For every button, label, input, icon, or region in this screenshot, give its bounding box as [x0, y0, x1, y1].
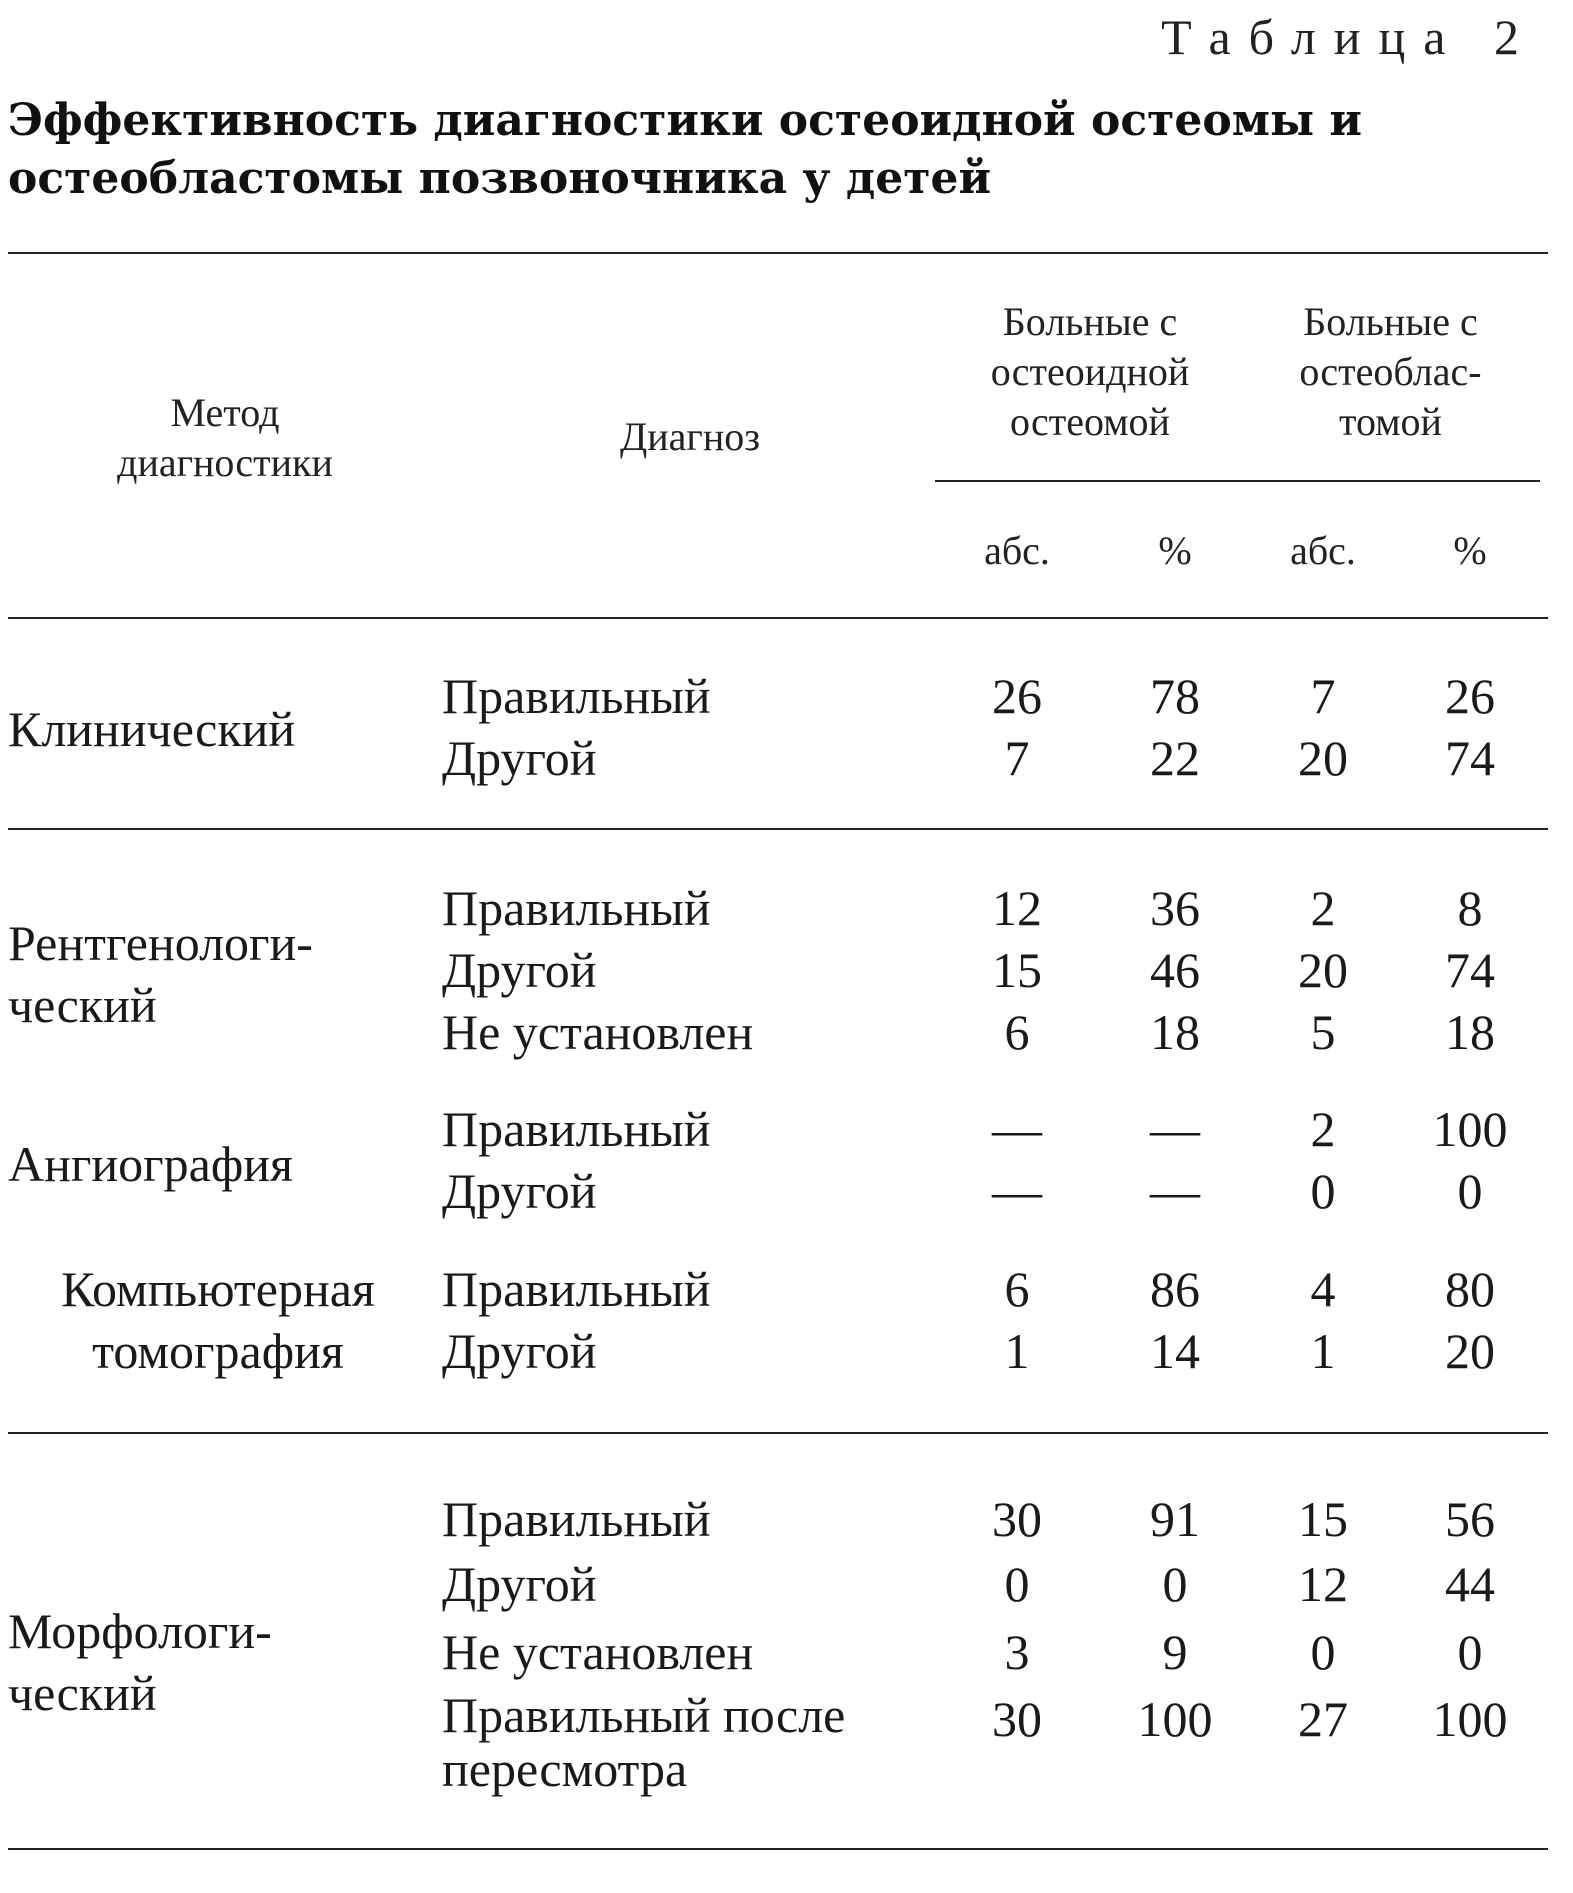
diagnosis-cell: Правильный [442, 880, 711, 936]
value-cell: 100 [1432, 1101, 1508, 1157]
diagnosis-cell: Правильный [442, 668, 711, 724]
table-number-label: Таблица 2 [1161, 9, 1537, 65]
value-cell: 56 [1445, 1491, 1495, 1547]
diagnosis-cell: Другой [442, 1556, 597, 1612]
header-group-osteoblastoma: Больные с остеоблас-томой [1299, 299, 1482, 444]
value-cell: 7 [1310, 668, 1336, 724]
value-cell: 14 [1150, 1323, 1200, 1379]
value-cell: 36 [1150, 880, 1200, 936]
value-cell: 26 [1445, 668, 1495, 724]
value-cell: 46 [1150, 942, 1200, 998]
value-cell: 12 [1298, 1556, 1348, 1612]
header-group-osteoid: Больные с остеоидной остеомой [990, 299, 1190, 444]
header-subrule [935, 480, 1540, 482]
value-cell: 30 [992, 1491, 1042, 1547]
diagnosis-cell: Правильный [442, 1261, 711, 1317]
method-radiological: Рентгенологи-ческий [8, 915, 313, 1033]
value-cell: 44 [1445, 1556, 1495, 1612]
top-rule [8, 252, 1548, 254]
value-cell: 2 [1310, 880, 1336, 936]
method-clinical: Клинический [8, 701, 296, 757]
value-cell: 20 [1298, 942, 1348, 998]
diagnosis-cell: Правильный после пересмотра [442, 1687, 846, 1797]
value-cell: — [992, 1101, 1042, 1157]
value-cell: 74 [1445, 730, 1495, 786]
value-cell: 15 [1298, 1491, 1348, 1547]
header-diagnosis: Диагноз [619, 414, 761, 459]
value-cell: 8 [1457, 880, 1483, 936]
value-cell: 3 [1004, 1624, 1030, 1680]
header-abs-2: абс. [1290, 528, 1356, 573]
value-cell: 86 [1150, 1261, 1200, 1317]
header-bottom-rule [8, 617, 1548, 619]
diagnosis-cell: Правильный [442, 1101, 711, 1157]
value-cell: 6 [1004, 1004, 1030, 1060]
value-cell: 80 [1445, 1261, 1495, 1317]
method-angiography: Ангиография [8, 1136, 293, 1192]
value-cell: 20 [1445, 1323, 1495, 1379]
value-cell: 2 [1310, 1101, 1336, 1157]
value-cell: 18 [1150, 1004, 1200, 1060]
value-cell: 0 [1457, 1624, 1483, 1680]
value-cell: 1 [1004, 1323, 1030, 1379]
value-cell: — [1150, 1163, 1200, 1219]
value-cell: 30 [992, 1691, 1042, 1747]
value-cell: 6 [1004, 1261, 1030, 1317]
value-cell: 27 [1298, 1691, 1348, 1747]
value-cell: 26 [992, 668, 1042, 724]
value-cell: 9 [1162, 1624, 1188, 1680]
table-title: Эффективность диагностики остеоидной остеомы и остеобластомы позвоночника у детей [8, 95, 1363, 204]
diagnosis-cell: Другой [442, 1323, 597, 1379]
value-cell: 0 [1162, 1556, 1188, 1612]
value-cell: — [1150, 1101, 1200, 1157]
diagnosis-cell: Не установлен [442, 1624, 754, 1680]
value-cell: 0 [1310, 1624, 1336, 1680]
method-morphological: Морфологи-ческий [8, 1603, 272, 1721]
header-abs-1: абс. [984, 528, 1050, 573]
value-cell: 1 [1310, 1323, 1336, 1379]
value-cell: 12 [992, 880, 1042, 936]
diagnosis-cell: Другой [442, 1163, 597, 1219]
value-cell: 15 [992, 942, 1042, 998]
header-pct-2: % [1453, 528, 1487, 573]
diagnosis-cell: Другой [442, 730, 597, 786]
diagnosis-cell: Не установлен [442, 1004, 754, 1060]
value-cell: 100 [1432, 1691, 1508, 1747]
value-cell: — [992, 1163, 1042, 1219]
value-cell: 78 [1150, 668, 1200, 724]
value-cell: 18 [1445, 1004, 1495, 1060]
value-cell: 74 [1445, 942, 1495, 998]
value-cell: 0 [1457, 1163, 1483, 1219]
value-cell: 20 [1298, 730, 1348, 786]
diagnosis-cell: Правильный [442, 1491, 711, 1547]
header-method: Метод диагностики [117, 390, 333, 485]
value-cell: 7 [1004, 730, 1030, 786]
value-cell: 4 [1310, 1261, 1336, 1317]
diagnosis-cell: Другой [442, 942, 597, 998]
value-cell: 91 [1150, 1491, 1200, 1547]
value-cell: 0 [1310, 1163, 1336, 1219]
header-pct-1: % [1158, 528, 1192, 573]
section-rule [8, 1432, 1548, 1434]
value-cell: 22 [1150, 730, 1200, 786]
value-cell: 100 [1137, 1691, 1213, 1747]
method-ct: Компьютерная томография [61, 1261, 375, 1379]
section-rule [8, 828, 1548, 830]
bottom-rule [8, 1848, 1548, 1850]
value-cell: 0 [1004, 1556, 1030, 1612]
value-cell: 5 [1310, 1004, 1336, 1060]
